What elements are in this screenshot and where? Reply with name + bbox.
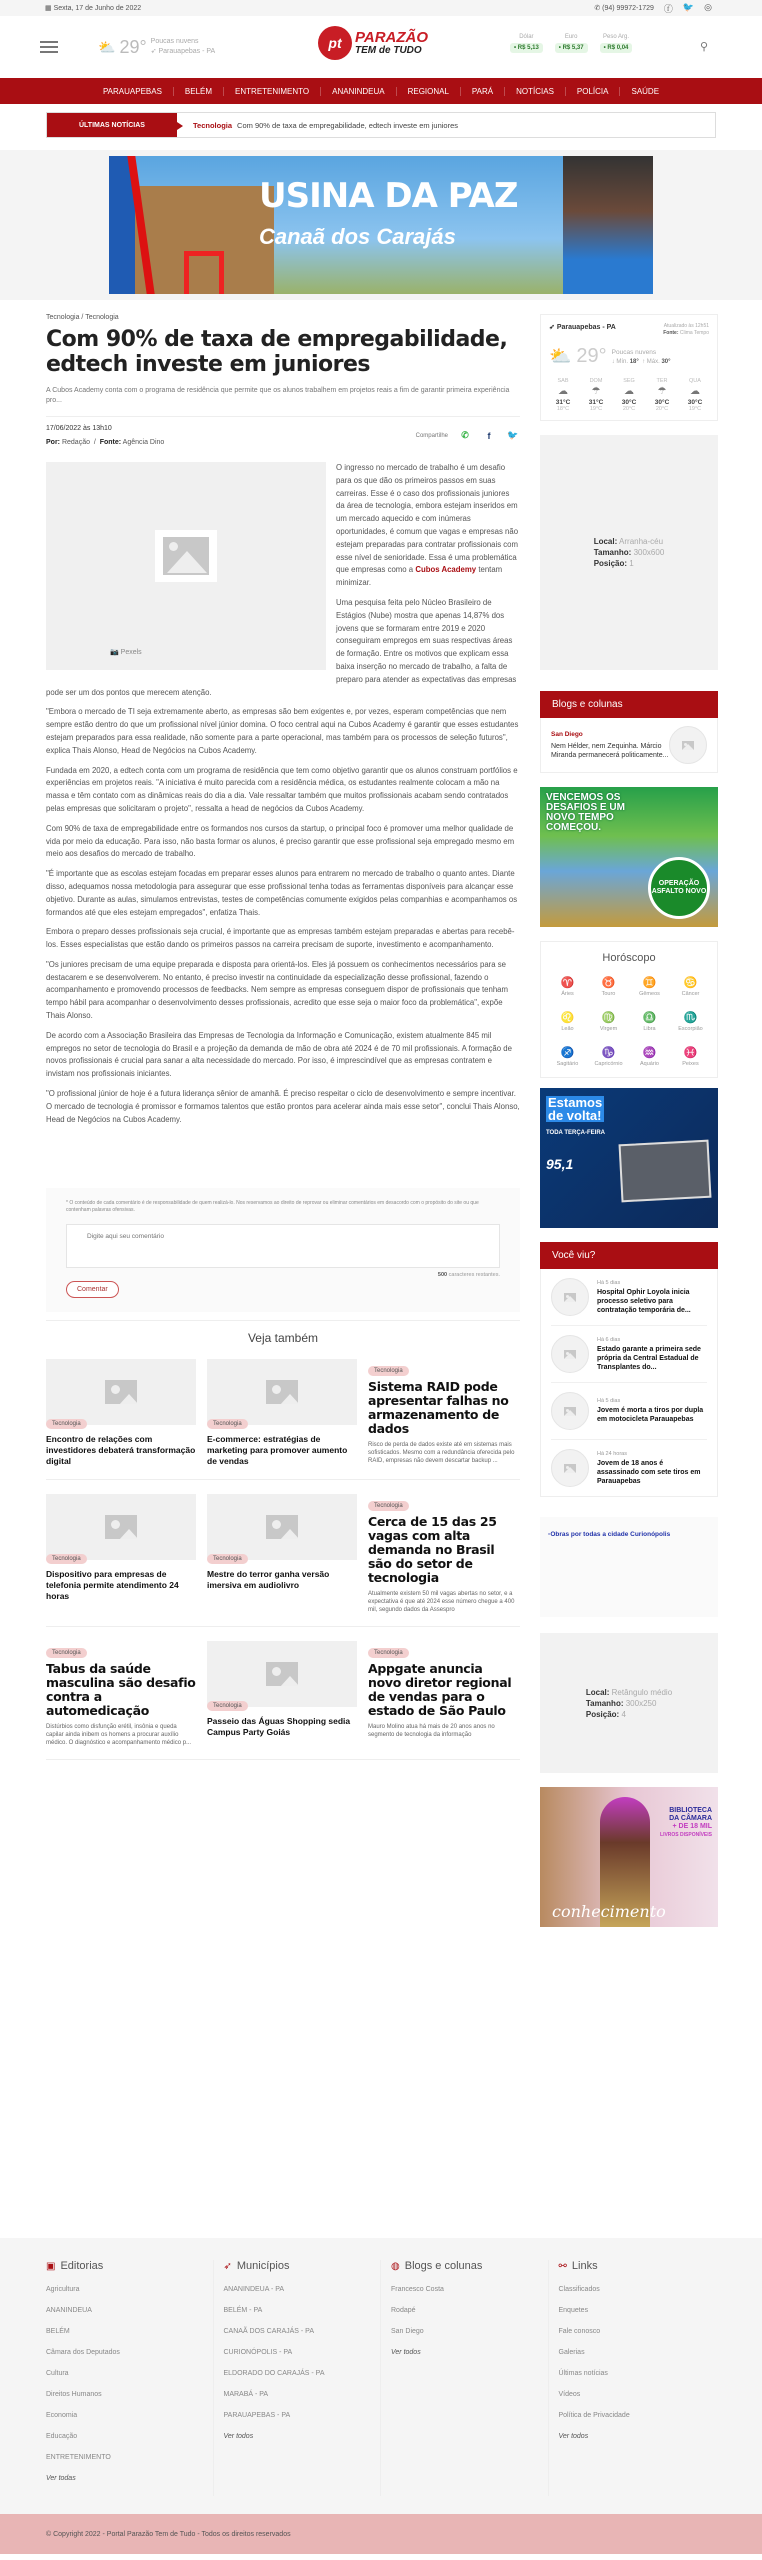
nav-entretenimento[interactable]: ENTRETENIMENTO	[224, 87, 321, 96]
horoscope-sign[interactable]: ♏ Escorpião	[670, 1011, 711, 1032]
horoscope-sign[interactable]: ♈ Áries	[547, 976, 588, 997]
image-placeholder-icon	[564, 1350, 576, 1359]
menu-icon[interactable]	[40, 41, 58, 53]
news-ticker	[46, 112, 716, 138]
breadcrumb-item[interactable]: Tecnologia	[46, 314, 80, 321]
location-arrow-icon: ➶	[549, 324, 555, 331]
publish-date: 17/06/2022 às 13h10	[46, 425, 112, 432]
location-arrow-icon: ➶	[150, 48, 157, 55]
footer-link[interactable]: MARABÁ - PA	[223, 2391, 269, 2398]
nav-belem[interactable]: BELÉM	[174, 87, 224, 96]
category-tag[interactable]: Tecnologia	[46, 1554, 87, 1564]
location-arrow-icon: ➶	[223, 2260, 232, 2272]
image-placeholder-icon	[682, 741, 694, 750]
source: Agência Dino	[122, 439, 165, 446]
horoscope-sign[interactable]: ♑ Capricórnio	[588, 1046, 629, 1067]
currency-rates	[510, 34, 632, 53]
currency-euro: Euro • R$ 5,37	[555, 34, 588, 53]
related-row	[46, 1494, 520, 1627]
footer-link[interactable]: Economia	[46, 2412, 78, 2419]
forecast-day: QUA ☁ 30°C 19°C	[681, 378, 709, 412]
comments-section	[46, 1188, 520, 1312]
zodiac-icon: ♉	[601, 977, 616, 989]
top-banner-area	[0, 150, 762, 300]
voce-viu-widget: Você viu? Há 5 dias Hospital Ophir Loyola inicia processo seletivo para contratação temporária de... Há 6 dias Estado garante a primeira sede própria da Central Estadual de Transplantes do... Há 5 dias Jovem é morta a tiros por dupla em motocicleta Parauapebas Há 24 horas Jovem de 18 anos é assassinado com sete tiros em Parauapebas	[540, 1242, 718, 1497]
card-thumbnail[interactable]	[46, 1359, 196, 1428]
chars-remaining: 500 caracteres restantes.	[437, 1272, 500, 1279]
ad-medium-rectangle[interactable]: Local: Retângulo médio Tamanho: 300x250 Posição: 4	[540, 1633, 718, 1773]
image-placeholder-icon	[105, 1380, 137, 1404]
card-title[interactable]: Cerca de 15 das 25 vagas com alta demanda no Brasil são do setor de tecnologia	[368, 1514, 497, 1586]
breadcrumb-item[interactable]: Tecnologia	[85, 314, 119, 321]
paragraph: "É importante que as escolas estejam focadas em preparar esses alunos para entrarem no mercado de trabalho o quanto antes. Diante disso, adequamos nossa metodologia para assegurar que esse profissional tenha todas as ferramentas disponíveis para alcançar esse objetivo. Durante as aulas, simulamos entrevistas, testes de competências comumente exigidos pelas companhias e acompanhamos os formandos até que eles estejam empregados", enfatiza Thais.	[46, 869, 518, 917]
footer-link[interactable]: ANANINDEUA	[46, 2307, 92, 2314]
blogs-title: Blogs e colunas	[540, 691, 718, 718]
image-placeholder-icon	[163, 537, 209, 575]
link-ad[interactable]: ▫Obras por todas a cidade Curionópolis	[540, 1517, 718, 1617]
paragraph: "Embora o mercado de TI seja extremamente aberto, as empresas são bem exigentes e, por vezes, esperam competências que nem sempre estão dentro do que um profissional nível júnior domina. O foco central aqui na Cubos Academy é garantir que esses estudantes estejam preparados para essa realidade, não somente para a parte operacional, mas também para os processos de seleção futuros", explica Thais Alonso, Head de Negócios na Cubos Academy.	[46, 707, 519, 755]
cloud-sun-icon: ⛅	[98, 38, 116, 55]
comments-disclaimer: * O conteúdo de cada comentário é de responsabilidade de quem realizá-lo. Nos reservamos ao direito de reprovar ou eliminar comentários em desacordo com o propósito do site ou que contenham palavras ofensivas.	[66, 1200, 479, 1214]
article-meta: 17/06/2022 às 13h10 Por: Redação / Fonte: Agência Dino Compartilhe ✆ f 🐦	[46, 416, 520, 446]
phone[interactable]: ✆ (94) 99972-1729	[594, 5, 654, 12]
whatsapp-icon[interactable]: ✆	[461, 430, 469, 440]
blogs-widget	[540, 691, 718, 773]
twitter-icon[interactable]: 🐦	[682, 1, 695, 12]
card-description: Mauro Molino atua há mais de 20 anos anos no segmento de tecnologia da informação	[368, 1724, 495, 1739]
zodiac-icon: ♏	[683, 1012, 698, 1024]
card-title[interactable]: Mestre do terror ganha versão imersiva em audiolivro	[207, 1569, 330, 1591]
category-tag[interactable]: Tecnologia	[368, 1648, 409, 1658]
footer-column: ◍ Blogs e colunas Francesco Costa Rodapé San Diego Ver todos	[381, 2260, 549, 2496]
related-card[interactable]	[207, 1641, 357, 1747]
horoscope-sign[interactable]: ♋ Câncer	[670, 976, 711, 997]
ticker-label: ÚLTIMAS NOTÍCIAS	[47, 113, 177, 137]
footer-link[interactable]: Rodapé	[391, 2307, 416, 2314]
banner-ad-usina-da-paz[interactable]: USINA DA PAZ Canaã dos Carajás	[109, 156, 653, 294]
cloud-sun-icon: ⛅	[549, 346, 572, 366]
paragraph: Com 90% de taxa de empregabilidade entre os formandos nos cursos da startup, o principal foco é promover uma melhor qualidade de vida por meio da educação. Para isso, não basta formar os alunos, é preciso garantir que esse profissional seja empregado mesmo em meio aos desafios do mercado de trabalho.	[46, 823, 515, 859]
voce-viu-item[interactable]: Há 5 dias Hospital Ophir Loyola inicia processo seletivo para contratação temporária de...	[551, 1269, 707, 1326]
related-row	[46, 1359, 520, 1480]
nav-parauapebas[interactable]: PARAUAPEBAS	[92, 87, 174, 96]
card-description: Atualmente existem 50 mil vagas abertas no setor, e a expectativa é que até 2024 esse número chegue a 400 mil, segundo dados da Assespro	[368, 1591, 515, 1614]
footer-column: ⚯ Links Classificados Enquetes Fale conosco Galerias Últimas notícias Vídeos Política de Privacidade Ver todos	[549, 2260, 717, 2496]
nav-noticias[interactable]: NOTÍCIAS	[505, 87, 566, 96]
voce-viu-item[interactable]: Há 5 dias Jovem é morta a tiros por dupla em motocicleta Parauapebas	[551, 1383, 707, 1440]
footer-see-all[interactable]: Ver todos	[223, 2433, 254, 2440]
article-lead: A Cubos Academy conta com o programa de residência que permite que os alunos trabalhem em projetos reais a fim de garantir primeira experiência pro...	[46, 387, 510, 404]
paragraph: Uma pesquisa feita pelo Núcleo Brasileiro de Estágios (Nube) mostra que apenas 14,87% dos jovens que se formaram entre 2019 e 2020 conseguiram empregos em suas respectivas áreas de formação. Entre os motivos que explicam essa baixa inserção no mercado de trabalho, a falta de preparo para atender as expectativas das empresas pode ser um dos pontos que merecem atenção.	[46, 597, 517, 697]
image-placeholder-icon	[105, 1515, 137, 1539]
category-tag[interactable]: Tecnologia	[207, 1419, 248, 1429]
image-placeholder-icon	[564, 1464, 576, 1473]
forecast-day: TER ☂ 30°C 20°C	[648, 378, 676, 412]
article-image: 📷 Pexels	[46, 462, 326, 670]
nav-saude[interactable]: SAÚDE	[631, 86, 660, 96]
footer-link[interactable]: Câmara dos Deputados	[46, 2349, 120, 2356]
card-thumbnail[interactable]	[207, 1494, 357, 1563]
footer-link[interactable]: Galerias	[558, 2349, 585, 2356]
footer-link[interactable]: Fale conosco	[558, 2328, 601, 2335]
twitter-icon[interactable]: 🐦	[507, 430, 519, 440]
camera-icon: 📷	[110, 649, 119, 657]
article-body	[46, 462, 520, 1126]
ad-biblioteca-camara[interactable]: BIBLIOTECA DA CÂMARA + DE 18 MIL LIVROS DISPONÍVEIS conhecimento	[540, 1787, 718, 1927]
paragraph: "Os juniores precisam de uma equipe preparada e disposta para orientá-los. Eles já possuem os conhecimentos necessários para se destacarem e se desenvolverem. No entanto, é preciso investir na continuidade da especialização desse profissional, fazendo o acompanhamento e promovendo processos de feedbacks. Nem sempre as empresas conseguem dispor de profissionais que tenham tempo hábil para acompanhar o desenvolvimento desses profissionais, acredito que esse seja o maior foco da problemática", expõe Thais Alonso.	[46, 959, 509, 1021]
horoscope-sign[interactable]: ♒ Aquário	[629, 1046, 670, 1067]
related-title: Veja também	[247, 1331, 319, 1346]
forecast-days	[549, 378, 709, 412]
horoscope-sign[interactable]: ♍ Virgem	[588, 1011, 629, 1032]
comment-button[interactable]: Comentar	[66, 1281, 119, 1298]
weather-icon: ☁	[558, 386, 568, 397]
footer-link[interactable]: Francesco Costa	[391, 2286, 444, 2293]
related-card[interactable]	[207, 1359, 357, 1467]
footer-column: ▣ Editorias Agricultura ANANINDEUA BELÉM Câmara dos Deputados Cultura Direitos Humanos Economia Educação ENTRETENIMENTO Ver todas	[46, 2260, 214, 2496]
weather-widget: ➶ Parauapebas - PA Atualizado às 12h51 Fonte: Clima Tempo ⛅ 29° Poucas nuvens ↓ Mín. 18° ↑ Máx. 30° SAB ☁ 31°C 18°C DOM ☂ 31°C 19°C SEG ☁ 30°C 20°C TER ☂ 30°C 20°C QUA ☁ 30°C 19°C	[540, 314, 718, 421]
zodiac-icon: ♓	[683, 1047, 698, 1059]
footer-link[interactable]: San Diego	[391, 2328, 424, 2335]
card-title[interactable]: Encontro de relações com investidores debaterá transformação digital	[46, 1434, 196, 1467]
zodiac-icon: ♌	[560, 1012, 575, 1024]
category-tag[interactable]: Tecnologia	[207, 1701, 248, 1711]
cubos-academy-link[interactable]: Cubos Academy	[415, 565, 477, 575]
card-thumbnail[interactable]	[207, 1641, 357, 1710]
forecast-day: SAB ☁ 31°C 18°C	[549, 378, 577, 412]
card-title[interactable]: Appgate anuncia novo diretor regional de vendas para o estado de São Paulo	[368, 1661, 512, 1719]
footer-see-all[interactable]: Ver todas	[46, 2475, 76, 2482]
footer-link[interactable]: BELÉM	[46, 2328, 70, 2335]
horoscope-widget: Horóscopo ♈ Áries ♉ Touro ♊ Gêmeos ♋ Câncer ♌ Leão ♍ Virgem ♎ Libra ♏ Escorpião ♐ Sagitário ♑ Capricórnio ♒ Aquário ♓ Peixes	[540, 941, 718, 1078]
link-icon: ⚯	[558, 2260, 567, 2272]
currency-peso: Peso Arg. • R$ 0,04	[600, 34, 633, 53]
footer-link[interactable]: Cultura	[46, 2370, 69, 2377]
voce-viu-item[interactable]: Há 24 horas Jovem de 18 anos é assassinado com sete tiros em Parauapebas	[551, 1440, 707, 1496]
footer-link[interactable]: PARAUAPEBAS - PA	[223, 2412, 291, 2419]
paragraph: O ingresso no mercado de trabalho é um desafio para os que dão os primeiros passos em suas carreiras. Esse é o caso dos profissionais juniores da área de tecnologia, embora estejam inseridos em um mercado aquecido e com inúmeras oportunidades, é comum que vagas e empresas não estejam preparadas para contratar profissionais com esse nível de senioridade. Essa é uma problemática que empresas como a Cubos Academy tentam minimizar.	[336, 463, 519, 588]
zodiac-icon: ♎	[642, 1012, 657, 1024]
search-icon[interactable]: ⚲	[700, 41, 709, 53]
facebook-icon[interactable]: f	[487, 430, 491, 441]
share-bar: Compartilhe ✆ f 🐦	[415, 430, 519, 441]
footer-link[interactable]: CURIONÓPOLIS - PA	[223, 2349, 293, 2356]
category-tag[interactable]: Tecnologia	[368, 1501, 409, 1511]
site-logo[interactable]: pt PARAZÃO TEM de TUDO	[318, 26, 428, 60]
card-title[interactable]: Tabus da saúde masculina são desafio contra a automedicação	[46, 1661, 196, 1719]
zodiac-icon: ♍	[601, 1012, 616, 1024]
ticker-category[interactable]: Tecnologia	[193, 120, 233, 130]
ad-estamos-de-volta[interactable]: Estamos de volta! TODA TERÇA-FEIRA 95,1	[540, 1088, 718, 1228]
footer-link[interactable]: CANAÃ DOS CARAJÁS - PA	[223, 2328, 315, 2335]
newspaper-icon: ▣	[46, 2260, 56, 2272]
weather-icon: ☂	[657, 386, 667, 397]
ad-operacao-asfalto[interactable]: VENCEMOS OS DESAFIOS E UM NOVO TEMPO COMEÇOU. OPERAÇÃO ASFALTO NOVO	[540, 787, 718, 927]
breadcrumb: Tecnologia / Tecnologia	[46, 314, 119, 321]
related-card[interactable]	[368, 1641, 518, 1747]
related-card[interactable]	[207, 1494, 357, 1614]
zodiac-icon: ♒	[642, 1047, 657, 1059]
horoscope-sign[interactable]: ♊ Gêmeos	[629, 976, 670, 997]
footer-link[interactable]: Últimas notícias	[558, 2370, 608, 2377]
footer-see-all[interactable]: Ver todos	[391, 2349, 421, 2356]
card-title[interactable]: Sistema RAID pode apresentar falhas no armazenamento de dados	[368, 1379, 509, 1437]
related-section	[46, 1320, 520, 1760]
nav-policia[interactable]: POLÍCIA	[566, 87, 621, 96]
footer-link[interactable]: Classificados	[558, 2286, 600, 2293]
article-column	[46, 314, 520, 1927]
footer-link[interactable]: Agricultura	[46, 2286, 80, 2293]
footer-link[interactable]: Educação	[46, 2433, 78, 2440]
footer-link[interactable]: BELÉM - PA	[223, 2307, 263, 2314]
related-row	[46, 1641, 520, 1760]
footer-link[interactable]: Política de Privacidade	[558, 2412, 630, 2419]
zodiac-icon: ♈	[560, 977, 575, 989]
card-thumbnail[interactable]	[207, 1359, 357, 1428]
comment-input[interactable]	[66, 1224, 500, 1268]
weather-icon: ☁	[690, 386, 700, 397]
instagram-icon[interactable]: ◎	[704, 1, 712, 12]
currency-dollar: Dólar • R$ 5,13	[510, 34, 543, 53]
site-footer	[0, 2238, 762, 2554]
footer-column: ➶ Municípios ANANINDEUA - PA BELÉM - PA CANAÃ DOS CARAJÁS - PA CURIONÓPOLIS - PA ELDORADO DO CARAJÁS - PA MARABÁ - PA PARAUAPEBAS - PA Ver todos	[214, 2260, 382, 2496]
footer-link[interactable]: Enquetes	[558, 2307, 589, 2314]
forecast-day: SEG ☁ 30°C 20°C	[615, 378, 643, 412]
footer-link[interactable]: ENTRETENIMENTO	[46, 2454, 111, 2461]
nav-regional[interactable]: REGIONAL	[397, 87, 461, 96]
image-placeholder-icon	[564, 1407, 576, 1416]
paragraph: "O profissional júnior de hoje é a futura liderança sênior de amanhã. É preciso respeitar o ciclo de desenvolvimento e sempre incentivar. O mercado de tecnologia é promissor e formamos talentos que estão prontos para acelerar ainda mais esse setor", conclui Thais Alonso, Head de Negócios na Cubos Academy.	[46, 1089, 520, 1124]
footer-link[interactable]: ANANINDEUA - PA	[223, 2286, 285, 2293]
image-placeholder-icon	[266, 1662, 298, 1686]
weather-icon: ☂	[591, 386, 601, 397]
related-card[interactable]	[46, 1641, 196, 1747]
header-weather: ⛅ 29° Poucas nuvens ➶ Parauapebas - PA	[98, 36, 216, 57]
zodiac-icon: ♋	[683, 977, 698, 989]
footer-link[interactable]: Vídeos	[558, 2391, 581, 2398]
current-date: ▦ Sexta, 17 de Junho de 2022	[45, 5, 142, 12]
zodiac-icon: ♑	[601, 1047, 616, 1059]
paragraph: De acordo com a Associação Brasileira das Empresas de Tecnologia da Informação e Comunicação, existem atualmente 845 mil empregos no setor de tecnologia do Brasil e a projeção da demanda de mão de obra até 2024 é de 70 mil profissionais. A formação de novos profissionais é crucial para sanar a alta necessidade do mercado. Por isso, é imprescindível que as empresas contratem e invistam nos profissionais iniciantes.	[46, 1030, 512, 1079]
footer-link[interactable]: Direitos Humanos	[46, 2391, 102, 2398]
paragraph: Embora o preparo desses profissionais seja crucial, é importante que as empresas também estejam preparadas e abertas para recebê-los. Esses especialistas que estão dando os primeiros passos na carreira precisam de suporte, investimento e acompanhamento.	[46, 927, 515, 950]
paragraph: Fundada em 2020, a edtech conta com um programa de residência que tem como objetivo garantir que os alunos construam portfólios e experiências em projetos reais. "A iniciativa é muito parecida com a residência médica, os estudantes realmente colocam a mão na massa e têm contato com as dinâmicas reais do dia a dia. Vale ressaltar também que muitos profissionais acabam sendo contratados pelas empresas que solicitaram o projeto", ressalta a head de negócios da Cubos Academy.	[46, 765, 518, 813]
facebook-icon[interactable]: ⓕ	[663, 3, 673, 14]
blog-item[interactable]: San Diego Nem Hélder, nem Zequinha. Márcio Miranda permanecerá politicamente...	[540, 718, 718, 773]
ticker-headline[interactable]: Com 90% de taxa de empregabilidade, edtech investe em juniores	[237, 120, 458, 130]
card-title[interactable]: Dispositivo para empresas de telefonia permite atendimento 24 horas	[46, 1569, 179, 1602]
footer-see-all[interactable]: Ver todos	[558, 2433, 589, 2440]
horoscope-sign[interactable]: ♎ Libra	[629, 1011, 670, 1032]
related-card[interactable]	[368, 1359, 518, 1467]
image-placeholder-icon	[564, 1293, 576, 1302]
forecast-day: DOM ☂ 31°C 19°C	[582, 378, 610, 412]
author: Redação	[61, 439, 90, 446]
horoscope-sign[interactable]: ♌ Leão	[547, 1011, 588, 1032]
zodiac-icon: ♐	[560, 1047, 575, 1059]
card-thumbnail[interactable]	[46, 1494, 196, 1563]
weather-icon: ☁	[624, 386, 634, 397]
ad-skyscraper[interactable]: Local: Arranha-céu Tamanho: 300x600 Posição: 1	[540, 435, 718, 670]
related-card[interactable]	[368, 1494, 518, 1614]
image-placeholder-icon	[266, 1515, 298, 1539]
horoscope-sign[interactable]: ♐ Sagitário	[547, 1046, 588, 1067]
card-description: Risco de perda de dados existe até em sistemas mais sofisticados. Mesmo com a redundância oferecida pelo RAID, empresas não devem descartar backup ...	[368, 1442, 515, 1465]
nav-para[interactable]: PARÁ	[461, 87, 505, 96]
sidebar	[540, 314, 718, 1927]
main-nav	[0, 78, 762, 104]
zodiac-icon: ♊	[642, 977, 657, 989]
category-tag[interactable]: Tecnologia	[368, 1366, 409, 1376]
globe-icon: ◍	[391, 2260, 400, 2272]
horoscope-sign[interactable]: ♓ Peixes	[670, 1046, 711, 1067]
category-tag[interactable]: Tecnologia	[46, 1648, 87, 1658]
article-title: Com 90% de taxa de empregabilidade, edtech investe em juniores	[46, 327, 508, 377]
card-title[interactable]: E-commerce: estratégias de marketing para promover aumento de vendas	[207, 1434, 348, 1467]
top-bar	[0, 0, 762, 16]
card-description: Distúrbios como disfunção erétil, insônia e queda capilar ainda inibem os homens a procurar auxílio médico. O diagnóstico e acompanhamento médico p...	[46, 1724, 192, 1747]
image-placeholder-icon	[266, 1380, 298, 1404]
card-title[interactable]: Passeio das Águas Shopping sedia Campus Party Goiás	[207, 1716, 351, 1738]
copyright: © Copyright 2022 - Portal Parazão Tem de Tudo - Todos os direitos reservados	[0, 2514, 762, 2554]
nav-ananindeua[interactable]: ANANINDEUA	[321, 87, 396, 96]
voce-viu-item[interactable]: Há 6 dias Estado garante a primeira sede própria da Central Estadual de Transplantes do...	[551, 1326, 707, 1383]
category-tag[interactable]: Tecnologia	[207, 1554, 248, 1564]
footer-link[interactable]: ELDORADO DO CARAJÁS - PA	[223, 2370, 325, 2377]
category-tag[interactable]: Tecnologia	[46, 1419, 87, 1429]
horoscope-sign[interactable]: ♉ Touro	[588, 976, 629, 997]
site-header	[0, 16, 762, 78]
related-card[interactable]	[46, 1494, 196, 1614]
related-card[interactable]	[46, 1359, 196, 1467]
